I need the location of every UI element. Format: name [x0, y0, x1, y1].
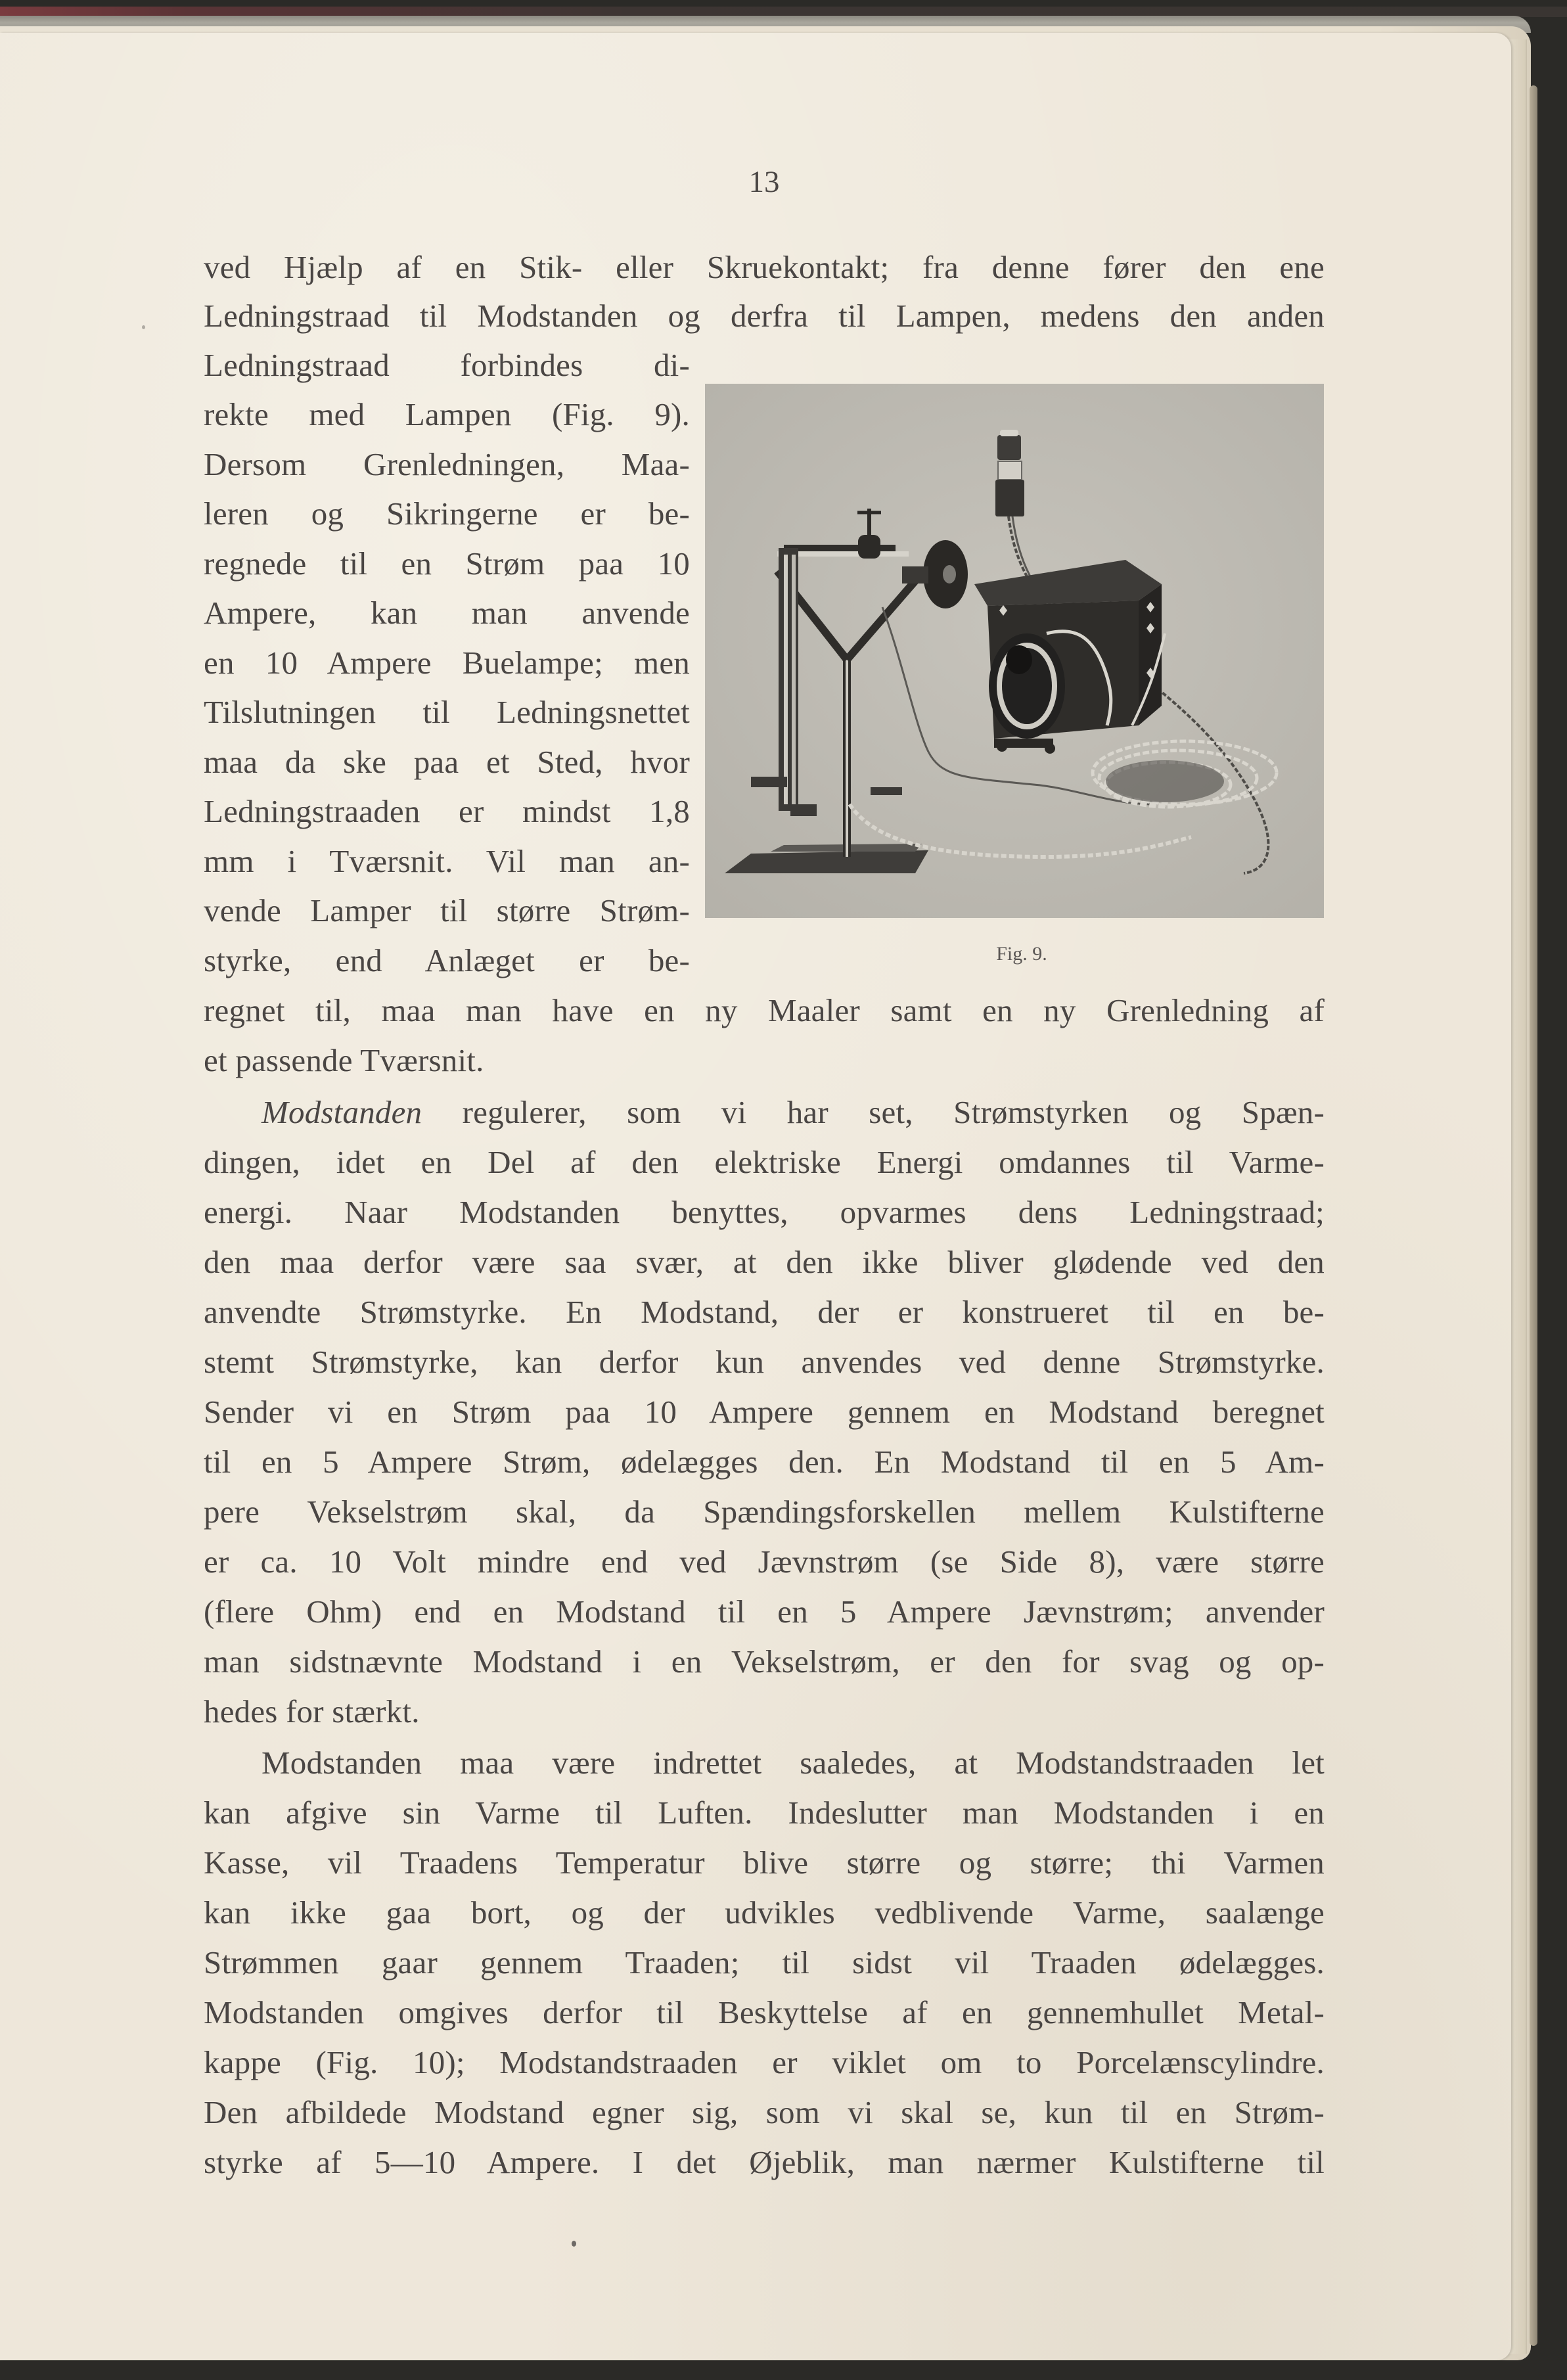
text-line: styrke, end Anlæget er be- [204, 942, 690, 978]
arc-lamp-apparatus-icon [705, 384, 1324, 918]
text-line: maa da ske paa et Sted, hvor [204, 744, 690, 780]
text-line: mm i Tværsnit. Vil man an- [204, 843, 690, 879]
text-line: til en 5 Ampere Strøm, ødelægges den. En Modstand til en 5 Am- [204, 1444, 1325, 1480]
text-line: kappe (Fig. 10); Modstandstraaden er viklet om to Porcelænscylindre. [204, 2044, 1325, 2080]
text-line: regnet til, maa man have en ny Maaler samt en ny Grenledning af [204, 992, 1325, 1028]
text-line: den maa derfor være saa svær, at den ikke bliver glødende ved den [204, 1244, 1325, 1280]
paper-speck [572, 2241, 576, 2247]
text-line: styrke af 5—10 Ampere. I det Øjeblik, man nærmer Kulstifterne til [204, 2144, 1325, 2180]
text-line: pere Vekselstrøm skal, da Spændingsforskellen mellem Kulstifterne [204, 1494, 1325, 1530]
text-line: Ledningstraaden er mindst 1,8 [204, 793, 690, 829]
text-line: et passende Tværsnit. [204, 1042, 484, 1078]
figure-caption: Fig. 9. [996, 943, 1047, 965]
text-line: Sender vi en Strøm paa 10 Ampere gennem en Modstand beregnet [204, 1394, 1325, 1430]
text-line: Modstanden omgives derfor til Beskyttelse af en gennemhullet Metal- [204, 1994, 1325, 2030]
text-line: rekte med Lampen (Fig. 9). [204, 396, 690, 432]
text-line: regnede til en Strøm paa 10 [204, 545, 690, 582]
text-line: Den afbildede Modstand egner sig, som vi skal se, kun til en Strøm- [204, 2094, 1325, 2130]
text-line: Dersom Grenledningen, Maa- [204, 446, 690, 482]
text-line: Strømmen gaar gennem Traaden; til sidst vil Traaden ødelægges. [204, 1944, 1325, 1980]
text-line: Modstanden maa være indrettet saaledes, at Modstandstraaden let [261, 1745, 1325, 1781]
text-run: regulerer, som vi har set, Strømstyrken og Spæn- [422, 1094, 1325, 1130]
text-line [261, 1093, 1325, 1132]
figure-photo [705, 384, 1324, 918]
text-line: dingen, idet en Del af den elektriske Energi omdannes til Varme- [204, 1144, 1325, 1180]
text-line: kan ikke gaa bort, og der udvikles vedblivende Varme, saalænge [204, 1894, 1325, 1931]
text-line: vende Lamper til større Strøm- [204, 892, 690, 928]
text-line: Kasse, vil Traadens Temperatur blive større og større; thi Varmen [204, 1844, 1325, 1881]
text-line: Ledningstraad forbindes di- [204, 347, 690, 383]
emphasis-term: Modstanden [261, 1094, 422, 1130]
text-line: anvendte Strømstyrke. En Modstand, der er konstrueret til en be- [204, 1294, 1325, 1330]
text-line: kan afgive sin Varme til Luften. Indeslutter man Modstanden i en [204, 1795, 1325, 1831]
text-line: Tilslutningen til Ledningsnettet [204, 694, 690, 730]
text-line: Ledningstraad til Modstanden og derfra til Lampen, medens den anden [204, 298, 1325, 334]
page-number: 13 [748, 165, 780, 199]
text-line: stemt Strømstyrke, kan derfor kun anvendes ved denne Strømstyrke. [204, 1344, 1325, 1380]
text-line: en 10 Ampere Buelampe; men [204, 645, 690, 681]
text-line: Ampere, kan man anvende [204, 595, 690, 631]
text-line: leren og Sikringerne er be- [204, 495, 690, 532]
text-line: er ca. 10 Volt mindre end ved Jævnstrøm (se Side 8), være større [204, 1544, 1325, 1580]
paper-speck [142, 325, 145, 329]
text-line: hedes for stærkt. [204, 1693, 420, 1729]
page-stack-right-edge [1530, 85, 1537, 2346]
text-line: (flere Ohm) end en Modstand til en 5 Ampere Jævnstrøm; anvender [204, 1593, 1325, 1630]
text-line: man sidstnævnte Modstand i en Vekselstrøm, er den for svag og op- [204, 1643, 1325, 1680]
text-line: energi. Naar Modstanden benyttes, opvarmes dens Ledningstraad; [204, 1194, 1325, 1230]
text-line: ved Hjælp af en Stik- eller Skruekontakt; fra denne fører den ene [204, 249, 1325, 285]
